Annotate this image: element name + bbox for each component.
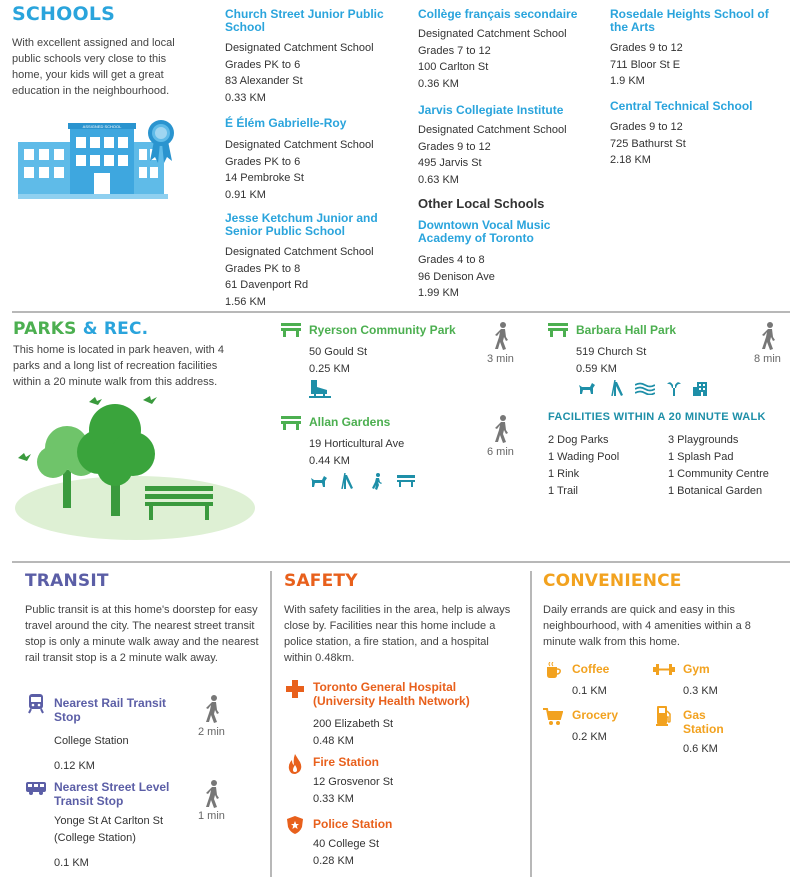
school-address: 61 Davenport Rd bbox=[225, 279, 309, 291]
transit-title: TRANSIT bbox=[25, 571, 109, 591]
walking-person-icon bbox=[495, 415, 509, 443]
gas-pump-icon bbox=[656, 706, 672, 726]
school-name[interactable]: Jesse Ketchum Junior and Senior Public School bbox=[225, 211, 378, 238]
school-grades: Grades PK to 8 bbox=[225, 262, 301, 275]
walk-time: 8 min bbox=[754, 353, 781, 365]
ice-skate-icon bbox=[309, 379, 331, 399]
amenity-distance: 0.2 KM bbox=[572, 731, 607, 743]
amenity-name[interactable]: Gas Station bbox=[683, 708, 724, 736]
park-facility-icons bbox=[309, 473, 419, 491]
street-stop-label[interactable]: Nearest Street Level Transit Stop bbox=[54, 780, 170, 808]
hospital-cross-icon bbox=[286, 680, 304, 698]
walk-time: 6 min bbox=[487, 446, 514, 458]
splash-pad-icon bbox=[665, 380, 683, 396]
shopping-cart-icon bbox=[543, 708, 563, 726]
schools-intro: With excellent assigned and local public schools very close to this home, your kids will get a great education in the neighbourhood. bbox=[12, 37, 175, 97]
park-name[interactable]: Allan Gardens bbox=[309, 415, 391, 429]
school-distance: 1.9 KM bbox=[610, 75, 645, 87]
walk-time: 2 min bbox=[198, 726, 225, 738]
walk-time: 3 min bbox=[487, 353, 514, 365]
running-person-icon bbox=[371, 473, 383, 490]
school-address: 725 Bathurst St bbox=[610, 137, 686, 150]
rail-stop-label[interactable]: Nearest Rail Transit Stop bbox=[54, 696, 167, 724]
facility-item: 1 Splash Pad bbox=[668, 451, 734, 463]
school-address: 711 Bloor St E bbox=[610, 58, 681, 71]
school-grades: Grades PK to 6 bbox=[225, 58, 301, 71]
safety-address: 12 Grosvenor St bbox=[313, 776, 394, 788]
fire-flame-icon bbox=[288, 754, 302, 774]
school-name[interactable]: Central Technical School bbox=[610, 99, 753, 113]
safety-distance: 0.48 KM bbox=[313, 734, 354, 747]
schools-title: SCHOOLS bbox=[12, 3, 116, 25]
park-ryerson bbox=[309, 323, 456, 377]
school-designation: Designated Catchment School bbox=[418, 124, 567, 136]
parks-intro: This home is located in park heaven, with 4 parks and a long list of recreation facilities within a 20 minute walk from this address. bbox=[13, 344, 224, 388]
parks-title bbox=[13, 319, 148, 339]
school-name[interactable]: É Élém Gabrielle-Roy bbox=[225, 116, 347, 130]
school-distance: 0.33 KM bbox=[225, 91, 266, 104]
school-distance: 2.18 KM bbox=[610, 154, 651, 166]
school-rosedale-heights bbox=[610, 8, 790, 90]
school-grades: Grades PK to 6 bbox=[225, 155, 301, 168]
park-distance: 0.25 KM bbox=[309, 362, 350, 375]
transit-rail bbox=[54, 696, 194, 774]
convenience-coffee bbox=[572, 662, 652, 700]
school-address: 495 Jarvis St bbox=[418, 157, 482, 169]
park-allan-gardens bbox=[309, 415, 404, 469]
amenity-distance: 0.3 KM bbox=[683, 685, 718, 697]
playground-slide-icon bbox=[611, 380, 625, 396]
safety-hospital bbox=[313, 680, 513, 749]
amenity-distance: 0.1 KM bbox=[572, 685, 607, 697]
school-grades: Grades 9 to 12 bbox=[610, 42, 683, 54]
facilities-left-list bbox=[548, 432, 619, 500]
parks-title-b: & REC. bbox=[82, 319, 149, 339]
school-designation: Designated Catchment School bbox=[418, 28, 567, 40]
building-sign bbox=[83, 124, 122, 129]
school-jarvis bbox=[418, 104, 598, 188]
facilities-right-list bbox=[668, 432, 769, 500]
park-address: 19 Horticultural Ave bbox=[309, 438, 405, 450]
school-name[interactable]: Church Street Junior Public School bbox=[225, 7, 384, 34]
amenity-distance: 0.6 KM bbox=[683, 743, 718, 755]
playground-slide-icon bbox=[341, 473, 355, 489]
rail-stop-name: College Station bbox=[54, 735, 129, 747]
facility-item: 1 Botanical Garden bbox=[668, 485, 763, 497]
parks-title-a: PARKS bbox=[13, 319, 77, 339]
divider-schools-parks bbox=[12, 311, 790, 313]
school-grades: Grades 7 to 12 bbox=[418, 44, 491, 57]
bus-icon bbox=[26, 781, 46, 795]
police-badge-icon bbox=[287, 816, 303, 834]
safety-police-station bbox=[313, 817, 513, 869]
convenience-title: CONVENIENCE bbox=[543, 571, 682, 591]
walking-person-icon bbox=[206, 780, 220, 808]
wading-pool-icon bbox=[635, 382, 655, 395]
school-distance: 0.36 KM bbox=[418, 77, 459, 90]
school-distance: 1.99 KM bbox=[418, 287, 459, 299]
park-name[interactable]: Ryerson Community Park bbox=[309, 323, 456, 337]
park-bench-icon bbox=[281, 323, 301, 337]
dog-icon bbox=[577, 381, 595, 395]
school-name[interactable]: Collège français secondaire bbox=[418, 7, 578, 21]
park-distance: 0.44 KM bbox=[309, 454, 350, 467]
school-downtown-vocal bbox=[418, 219, 598, 302]
street-stop-distance: 0.1 KM bbox=[54, 857, 89, 869]
park-barbara-hall bbox=[576, 323, 676, 377]
school-building-illustration bbox=[18, 117, 188, 199]
divider-safety-convenience bbox=[530, 571, 532, 877]
park-distance: 0.59 KM bbox=[576, 362, 617, 375]
park-illustration bbox=[15, 390, 255, 540]
walking-person-icon bbox=[206, 695, 220, 723]
convenience-intro: Daily errands are quick and easy in this neighbourhood, with 4 amenities within a 8 minute walk from this home. bbox=[543, 604, 751, 648]
safety-title: SAFETY bbox=[284, 571, 358, 591]
facilities-heading: FACILITIES WITHIN A 20 MINUTE WALK bbox=[548, 411, 766, 423]
facility-item: 2 Dog Parks bbox=[548, 434, 609, 446]
building-sign-text: ASSIGNED SCHOOL bbox=[82, 124, 122, 129]
school-central-technical bbox=[610, 100, 790, 169]
school-address: 83 Alexander St bbox=[225, 75, 303, 87]
safety-fire-station bbox=[313, 755, 513, 807]
safety-intro: With safety facilities in the area, help is always close by. Facilities near this home include a police station, a fire station, and a hospital within 0.48km. bbox=[284, 604, 511, 664]
convenience-gym bbox=[683, 662, 763, 700]
school-name[interactable]: Downtown Vocal Music Academy of Toronto bbox=[418, 218, 551, 245]
park-bench-icon bbox=[548, 323, 568, 337]
facility-item: 1 Trail bbox=[548, 485, 578, 497]
school-designation: Designated Catchment School bbox=[225, 246, 374, 258]
walking-person-icon bbox=[495, 322, 509, 350]
school-name[interactable]: Rosedale Heights School of the Arts bbox=[610, 7, 769, 34]
walking-person-icon bbox=[762, 322, 776, 350]
school-distance: 0.91 KM bbox=[225, 188, 266, 201]
school-church-street bbox=[225, 8, 405, 106]
safety-address: 40 College St bbox=[313, 838, 380, 850]
safety-address: 200 Elizabeth St bbox=[313, 718, 394, 730]
school-distance: 0.63 KM bbox=[418, 173, 459, 186]
school-gabrielle-roy bbox=[225, 117, 405, 203]
school-name[interactable]: Jarvis Collegiate Institute bbox=[418, 103, 564, 117]
safety-name[interactable]: Fire Station bbox=[313, 755, 380, 769]
rail-stop-distance: 0.12 KM bbox=[54, 759, 95, 772]
train-icon bbox=[28, 694, 44, 714]
school-designation: Designated Catchment School bbox=[225, 42, 374, 54]
convenience-grocery bbox=[572, 708, 652, 746]
safety-name[interactable]: Police Station bbox=[313, 817, 393, 831]
park-bench-icon bbox=[397, 475, 415, 487]
safety-name[interactable]: Toronto General Hospital (University Health Network) bbox=[313, 680, 470, 708]
park-name[interactable]: Barbara Hall Park bbox=[576, 323, 677, 337]
other-schools-heading: Other Local Schools bbox=[418, 196, 545, 211]
safety-distance: 0.28 KM bbox=[313, 854, 354, 867]
street-stop-name: Yonge St At Carlton St (College Station) bbox=[54, 815, 164, 844]
park-bench-icon bbox=[281, 416, 301, 430]
park-facility-icons bbox=[577, 380, 717, 398]
amenity-name[interactable]: Coffee bbox=[572, 662, 610, 676]
transit-intro: Public transit is at this home's doorstep for easy travel around the city. The nearest street transit stop is only a minute walk away and the nearest rail transit stop is a 2 minute walk away. bbox=[25, 604, 259, 664]
school-address: 96 Denison Ave bbox=[418, 270, 495, 283]
facility-item: 1 Community Centre bbox=[668, 468, 769, 480]
walk-time: 1 min bbox=[198, 810, 225, 822]
community-centre-icon bbox=[693, 380, 711, 396]
divider-parks-bottom bbox=[12, 561, 790, 563]
divider-transit-safety bbox=[270, 571, 272, 877]
facility-item: 1 Rink bbox=[548, 468, 580, 480]
school-jesse-ketchum bbox=[225, 212, 405, 310]
transit-street bbox=[54, 780, 194, 872]
school-designation: Designated Catchment School bbox=[225, 139, 374, 151]
school-college-francais bbox=[418, 8, 598, 92]
safety-distance: 0.33 KM bbox=[313, 792, 354, 805]
dog-icon bbox=[309, 474, 327, 488]
park-address: 519 Church St bbox=[576, 346, 647, 358]
facility-item: 1 Wading Pool bbox=[548, 451, 620, 463]
school-grades: Grades 9 to 12 bbox=[610, 121, 683, 133]
school-address: 100 Carlton St bbox=[418, 61, 489, 73]
school-grades: Grades 4 to 8 bbox=[418, 254, 485, 266]
park-address: 50 Gould St bbox=[309, 346, 368, 358]
facility-item: 3 Playgrounds bbox=[668, 434, 739, 446]
school-grades: Grades 9 to 12 bbox=[418, 140, 491, 153]
school-address: 14 Pembroke St bbox=[225, 172, 304, 184]
amenity-name[interactable]: Grocery bbox=[572, 708, 619, 722]
school-distance: 1.56 KM bbox=[225, 295, 266, 308]
coffee-cup-icon bbox=[545, 662, 561, 679]
amenity-name[interactable]: Gym bbox=[683, 662, 710, 676]
convenience-gas-station bbox=[683, 708, 743, 758]
dumbbell-icon bbox=[653, 664, 675, 675]
